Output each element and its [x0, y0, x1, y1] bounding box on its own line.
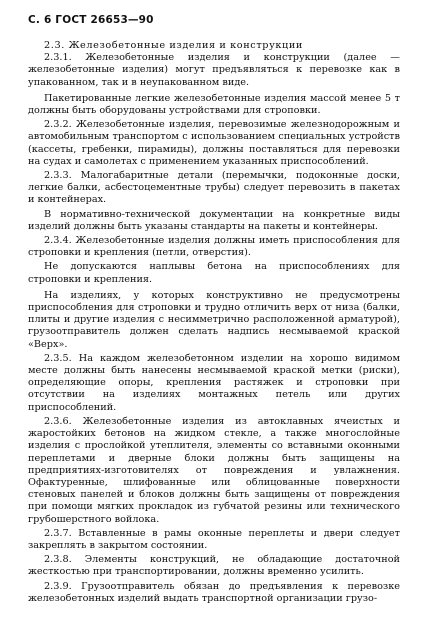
paragraph-top-marking: На изделиях, у которых конструктивно не предусмотрены приспособления для строповки и трудно отличить верх от низа (балки, плиты и другие изделия с несимметрично расположенной арматурой), грузоотправитель должен сделать надпись несмываемой краской «Верх». — [28, 289, 400, 350]
paragraph-2-3-5: 2.3.5. На каждом железобетонном изделии на хорошо видимом месте должны быть нанесены несмываемой краской метки (риски), определяющие опоры, крепления растяжек и строповки при отсутствии на изделиях монтажных петель или других приспособлений. — [28, 352, 400, 413]
paragraph-2-3-6: 2.3.6. Железобетонные изделия из автоклавных ячеистых и жаростойких бетонов на жидком стекле, а также многослойные изделия с прослойкой утеплителя, элементы со вставными оконными переплетами и дверные блоки должны быть защищены на предприятиях-изготовителях от повреждения и увлажнения. Офактуренные, шлифованные или облицованные поверхности стеновых панелей и блоков должны быть защищены от повреждения при помощи мягких прокладок из губчатой резины или технического грубошерстного войлока. — [28, 415, 400, 525]
page-header: С. 6 ГОСТ 26653—90 — [28, 14, 154, 26]
paragraph-ntd: В нормативно-технической документации на конкретные виды изделий должны быть указаны стандарты на пакеты и контейнеры. — [28, 208, 400, 232]
paragraph-2-3-8: 2.3.8. Элементы конструкций, не обладающие достаточной жесткостью при транспортировании, должны временно усилить. — [28, 554, 400, 578]
document-body — [28, 40, 400, 605]
paragraph-no-concrete-flow: Не допускаются наплывы бетона на приспособлениях для строповки и крепления. — [28, 261, 400, 285]
paragraph-2-3-2: 2.3.2. Железобетонные изделия, перевозимые железнодорожным и автомобильным транспортом с использованием специальных устройств (кассеты, гребенки, пирамиды), должны поставляться для перевозки на судах и самолетах с применением указанных приспособлений. — [28, 119, 400, 167]
paragraph-2-3-1: 2.3.1. Железобетонные изделия и конструкции (далее — железобетонные изделия) могут предъявляться к перевозке как в упакованном, так и в неупакованном виде. — [28, 52, 400, 88]
paragraph-2-3-3: 2.3.3. Малогабаритные детали (перемычки, подоконные доски, легкие балки, асбестоцементные трубы) следует перевозить в пакетах и контейнерах. — [28, 170, 400, 206]
paragraph-2-3-4: 2.3.4. Железобетонные изделия должны иметь приспособления для строповки и крепления (петли, отверстия). — [28, 235, 400, 259]
paragraph-2-3-7: 2.3.7. Вставленные в рамы оконные переплеты и двери следует закреплять в закрытом состоянии. — [28, 527, 400, 551]
section-title: 2.3. Железобетонные изделия и конструкции — [44, 40, 303, 51]
paragraph-2-3-9: 2.3.9. Грузоотправитель обязан до предъявления к перевозке железобетонных изделий выдать транспортной организации грузо- — [28, 580, 400, 604]
paragraph-packaged-items: Пакетированные легкие железобетонные изделия массой менее 5 т должны быть оборудованы устройствами для строповки. — [28, 92, 400, 117]
